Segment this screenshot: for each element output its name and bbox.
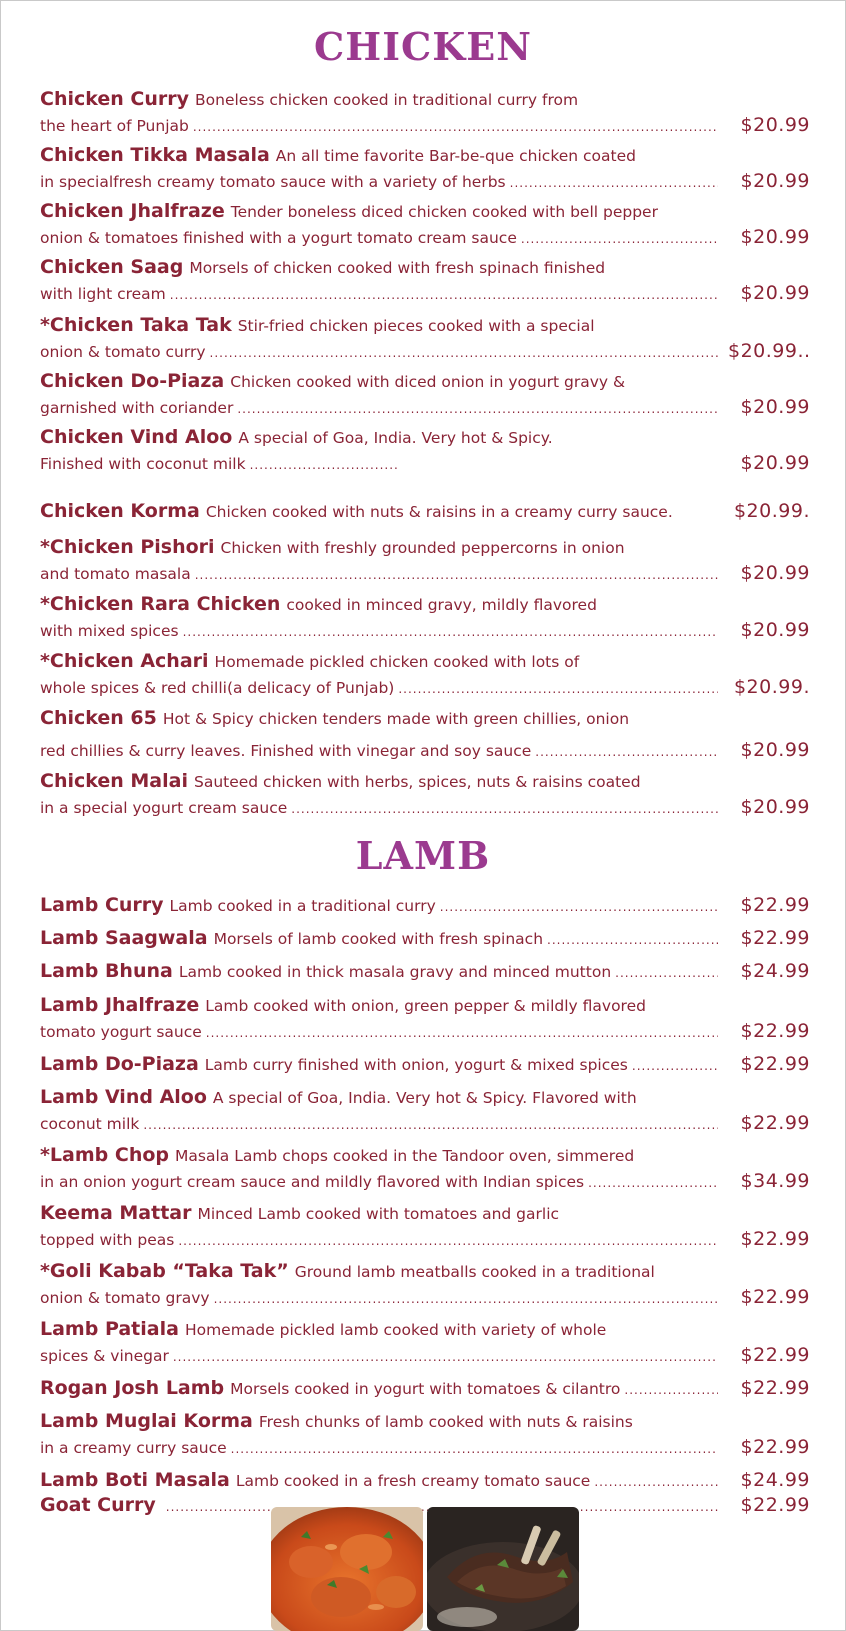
chicken-curry-photo [271, 1507, 423, 1631]
menu-item-chicken-curry [40, 86, 810, 138]
item-price: $20.99. [733, 500, 810, 522]
item-price: $20.99 [740, 114, 810, 136]
dot-leader [291, 796, 718, 822]
item-description: A special of Goa, India. Very hot & Spicy. [238, 429, 553, 447]
dot-leader [440, 894, 718, 920]
dot-leader [237, 396, 718, 422]
item-name: *Chicken Taka Tak [40, 314, 232, 336]
menu-item-chicken-jhalfraze [40, 198, 810, 250]
item-name: Lamb Vind Aloo [40, 1086, 207, 1108]
dot-leader [231, 1436, 718, 1462]
item-description: Fresh chunks of lamb cooked with nuts & raisins [258, 1413, 633, 1431]
item-price: $20.99 [740, 562, 810, 584]
dot-leader [206, 1020, 718, 1046]
item-name: Keema Mattar [40, 1202, 192, 1224]
item-price: $22.99 [740, 1377, 810, 1399]
menu-item-rogan-josh-lamb [40, 1375, 810, 1401]
item-price: $22.99 [740, 1344, 810, 1366]
item-name: Lamb Bhuna [40, 960, 173, 982]
item-description-cont: red chillies & curry leaves. Finished with vinegar and soy sauce [40, 742, 532, 760]
item-price: $24.99 [740, 960, 810, 982]
menu-item-lamb-curry [40, 892, 810, 918]
item-price: $22.99 [740, 1228, 810, 1250]
dot-leader [210, 340, 719, 366]
item-description-cont: garnished with coriander [40, 399, 234, 417]
item-description-cont: coconut milk [40, 1115, 140, 1133]
chicken-section-title: CHICKEN [314, 24, 532, 69]
menu-item-lamb-vind-aloo [40, 1084, 810, 1136]
dot-leader [588, 1170, 718, 1196]
dot-leader [178, 1228, 718, 1254]
item-description: Boneless chicken cooked in traditional curry from [195, 91, 579, 109]
menu-item-lamb-boti-masala [40, 1467, 810, 1493]
item-description-cont: in specialfresh creamy tomato sauce with a variety of herbs [40, 173, 506, 191]
menu-item-chicken-do-piaza [40, 368, 810, 420]
menu-item-chicken-malai [40, 768, 810, 820]
item-description: Homemade pickled chicken cooked with lots of [214, 653, 580, 671]
menu-item-lamb-bhuna [40, 958, 810, 984]
item-price: $22.99 [740, 1053, 810, 1075]
item-description: Chicken with freshly grounded peppercorns in onion [220, 539, 625, 557]
item-description: Morsels of lamb cooked with fresh spinach [213, 930, 544, 948]
menu-item-lamb-muglai-korma [40, 1408, 810, 1460]
menu-item-lamb-jhalfraze [40, 992, 810, 1044]
item-price: $22.99 [740, 927, 810, 949]
item-description-cont: in a creamy curry sauce [40, 1439, 227, 1457]
item-price: $20.99 [740, 396, 810, 418]
item-name: Lamb Curry [40, 894, 164, 916]
menu-item-chicken-saag [40, 254, 810, 306]
dot-leader [214, 1286, 718, 1312]
item-price: $22.99 [740, 1112, 810, 1134]
item-name: Chicken Malai [40, 770, 188, 792]
item-name: Chicken Vind Aloo [40, 426, 233, 448]
item-name: *Chicken Achari [40, 650, 209, 672]
menu-item-lamb-patiala [40, 1316, 810, 1368]
item-name: Lamb Jhalfraze [40, 994, 200, 1016]
menu-item-lamb-saagwala [40, 925, 810, 951]
dot-leader [624, 1377, 718, 1403]
item-price: $22.99 [740, 894, 810, 916]
item-price: $20.99 [740, 619, 810, 641]
item-description: Ground lamb meatballs cooked in a traditional [294, 1263, 655, 1281]
item-name: Chicken Saag [40, 256, 184, 278]
item-description-cont: spices & vinegar [40, 1347, 169, 1365]
dot-leader [143, 1112, 718, 1138]
dot-leader [173, 1344, 718, 1370]
item-description-cont: in an onion yogurt cream sauce and mildly flavored with Indian spices [40, 1173, 585, 1191]
item-price: $24.99 [740, 1469, 810, 1491]
item-price: $20.99.. [728, 340, 811, 362]
item-name: Chicken 65 [40, 707, 157, 729]
dot-leader [183, 619, 718, 645]
dot-leader [195, 562, 718, 588]
item-name: Chicken Tikka Masala [40, 144, 270, 166]
dot-leader [170, 282, 718, 308]
item-description: Morsels of chicken cooked with fresh spinach finished [189, 259, 606, 277]
item-description: Homemade pickled lamb cooked with variety of whole [184, 1321, 607, 1339]
item-description-cont: in a special yogurt cream sauce [40, 799, 288, 817]
item-price: $20.99. [733, 676, 810, 698]
item-description: An all time favorite Bar-be-que chicken coated [275, 147, 636, 165]
item-name: Lamb Boti Masala [40, 1469, 230, 1491]
menu-item-chicken-vind-aloo [40, 424, 810, 476]
item-description-cont: onion & tomatoes finished with a yogurt tomato cream sauce [40, 229, 517, 247]
item-description: Chicken cooked with diced onion in yogurt gravy & [230, 373, 626, 391]
item-description: Chicken cooked with nuts & raisins in a creamy curry sauce. [205, 503, 673, 521]
item-price: $20.99 [740, 282, 810, 304]
item-description: Tender boneless diced chicken cooked with bell pepper [230, 203, 658, 221]
menu-item-lamb-do-piaza [40, 1051, 810, 1077]
menu-item-chicken-tikka-masala [40, 142, 810, 194]
item-name: Lamb Patiala [40, 1318, 179, 1340]
item-name: Lamb Saagwala [40, 927, 208, 949]
item-name: *Goli Kabab “Taka Tak” [40, 1260, 289, 1282]
item-name: Chicken Jhalfraze [40, 200, 225, 222]
item-price: $20.99 [740, 170, 810, 192]
menu-item-chicken-achari [40, 648, 810, 700]
item-description: Morsels cooked in yogurt with tomatoes & cilantro [230, 1380, 621, 1398]
item-description: Lamb cooked with onion, green pepper & mildly flavored [205, 997, 646, 1015]
menu-item-chicken-65 [40, 705, 810, 763]
item-description: Minced Lamb cooked with tomatoes and garlic [197, 1205, 560, 1223]
menu-item-lamb-chop [40, 1142, 810, 1194]
item-name: *Chicken Pishori [40, 536, 215, 558]
item-price: $20.99 [740, 226, 810, 248]
menu-item-keema-mattar [40, 1200, 810, 1252]
item-name: Lamb Do-Piaza [40, 1053, 199, 1075]
item-description: Lamb cooked in thick masala gravy and minced mutton [178, 963, 612, 981]
item-description: Lamb cooked in a traditional curry [169, 897, 436, 915]
item-name: Lamb Muglai Korma [40, 1410, 253, 1432]
item-price: $34.99 [740, 1170, 810, 1192]
dot-leader [535, 739, 718, 765]
item-price: $22.99 [740, 1494, 810, 1516]
item-name: Goat Curry [40, 1494, 156, 1516]
dot-leader [615, 960, 718, 986]
item-name: Chicken Korma [40, 500, 200, 522]
item-description: A special of Goa, India. Very hot & Spicy. Flavored with [212, 1089, 637, 1107]
item-description: Hot & Spicy chicken tenders made with green chillies, onion [162, 710, 630, 728]
item-name: Chicken Do-Piaza [40, 370, 225, 392]
dot-leader [510, 170, 718, 196]
item-name: *Chicken Rara Chicken [40, 593, 281, 615]
item-description-cont: topped with peas [40, 1231, 175, 1249]
item-name: *Lamb Chop [40, 1144, 170, 1166]
item-description: Sauteed chicken with herbs, spices, nuts & raisins coated [193, 773, 641, 791]
item-price: $22.99 [740, 1436, 810, 1458]
dot-leader [521, 226, 718, 252]
item-description-cont: whole spices & red chilli(a delicacy of Punjab) [40, 679, 395, 697]
dot-leader [547, 927, 718, 953]
dot-leader [632, 1053, 718, 1079]
lamb-chop-photo [427, 1507, 579, 1631]
menu-item-goli-kabab [40, 1258, 810, 1310]
dot-leader [398, 676, 718, 702]
item-description: Lamb cooked in a fresh creamy tomato sauce [235, 1472, 591, 1490]
item-description: cooked in minced gravy, mildly flavored [286, 596, 597, 614]
item-price: $20.99 [740, 452, 810, 474]
menu-item-chicken-taka-tak [40, 312, 810, 364]
menu-item-chicken-korma [40, 498, 810, 524]
item-description-cont: Finished with coconut milk [40, 455, 246, 473]
item-name: Chicken Curry [40, 88, 189, 110]
dot-leader [193, 114, 718, 140]
item-description: Stir-fried chicken pieces cooked with a special [237, 317, 595, 335]
item-description-cont: the heart of Punjab [40, 117, 189, 135]
lamb-section-title: LAMB [355, 833, 491, 878]
item-description-cont: with mixed spices [40, 622, 179, 640]
item-description-cont: with light cream [40, 285, 166, 303]
item-price: $22.99 [740, 1020, 810, 1042]
item-description-cont: and tomato masala [40, 565, 191, 583]
dot-leader [250, 452, 400, 478]
menu-item-chicken-pishori [40, 534, 810, 586]
food-photos [271, 1507, 581, 1631]
item-description: Masala Lamb chops cooked in the Tandoor oven, simmered [175, 1147, 635, 1165]
item-price: $22.99 [740, 1286, 810, 1308]
item-description: Lamb curry finished with onion, yogurt & mixed spices [204, 1056, 628, 1074]
item-name: Rogan Josh Lamb [40, 1377, 225, 1399]
item-price: $20.99 [740, 739, 810, 761]
item-description-cont: tomato yogurt sauce [40, 1023, 202, 1041]
item-description-cont: onion & tomato curry [40, 343, 206, 361]
item-price: $20.99 [740, 796, 810, 818]
menu-item-chicken-rara-chicken [40, 591, 810, 643]
item-description-cont: onion & tomato gravy [40, 1289, 210, 1307]
